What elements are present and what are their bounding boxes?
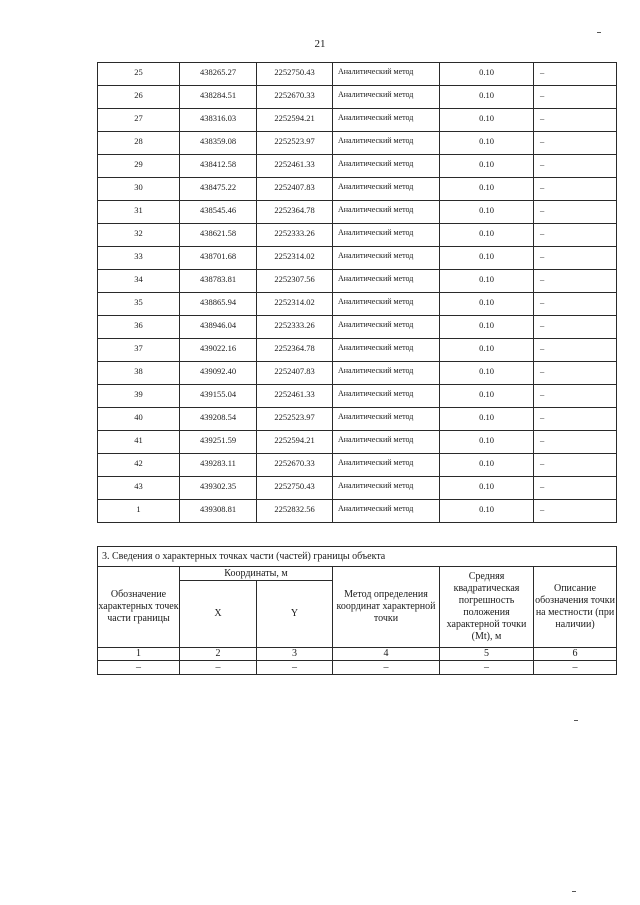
description-cell: – bbox=[534, 270, 617, 293]
mt-cell: 0.10 bbox=[440, 224, 534, 247]
point-number-cell: 29 bbox=[98, 155, 180, 178]
mt-cell: 0.10 bbox=[440, 408, 534, 431]
description-cell: – bbox=[534, 86, 617, 109]
table-row bbox=[98, 155, 617, 178]
y-coordinate-cell: 2252407.83 bbox=[257, 362, 333, 385]
point-number-cell: 42 bbox=[98, 454, 180, 477]
x-coordinate-cell: 438265.27 bbox=[180, 63, 257, 86]
table-row bbox=[98, 86, 617, 109]
table-row bbox=[98, 431, 617, 454]
method-cell: Аналитический метод bbox=[333, 63, 440, 86]
method-cell: Аналитический метод bbox=[333, 500, 440, 523]
table-row bbox=[98, 477, 617, 500]
point-number-cell: 38 bbox=[98, 362, 180, 385]
column-number-3: 3 bbox=[257, 648, 333, 661]
empty-cell-2: – bbox=[180, 661, 257, 675]
empty-cell-3: – bbox=[257, 661, 333, 675]
description-cell: – bbox=[534, 500, 617, 523]
mt-cell: 0.10 bbox=[440, 155, 534, 178]
x-coordinate-cell: 439302.35 bbox=[180, 477, 257, 500]
mt-cell: 0.10 bbox=[440, 316, 534, 339]
description-cell: – bbox=[534, 63, 617, 86]
empty-cell-1: – bbox=[98, 661, 180, 675]
y-coordinate-cell: 2252750.43 bbox=[257, 63, 333, 86]
x-coordinate-cell: 439208.54 bbox=[180, 408, 257, 431]
y-coordinate-cell: 2252407.83 bbox=[257, 178, 333, 201]
y-coordinate-cell: 2252594.21 bbox=[257, 431, 333, 454]
description-cell: – bbox=[534, 477, 617, 500]
description-cell: – bbox=[534, 339, 617, 362]
x-coordinate-cell: 439283.11 bbox=[180, 454, 257, 477]
y-coordinate-cell: 2252523.97 bbox=[257, 408, 333, 431]
y-coordinate-cell: 2252333.26 bbox=[257, 316, 333, 339]
y-coordinate-cell: 2252364.78 bbox=[257, 201, 333, 224]
column-number-6: 6 bbox=[534, 648, 617, 661]
y-coordinate-cell: 2252461.33 bbox=[257, 385, 333, 408]
table-row bbox=[98, 293, 617, 316]
mt-cell: 0.10 bbox=[440, 339, 534, 362]
table-row bbox=[98, 500, 617, 523]
method-cell: Аналитический метод bbox=[333, 362, 440, 385]
mt-cell: 0.10 bbox=[440, 270, 534, 293]
method-cell: Аналитический метод bbox=[333, 224, 440, 247]
description-cell: – bbox=[534, 316, 617, 339]
y-coordinate-cell: 2252314.02 bbox=[257, 293, 333, 316]
description-cell: – bbox=[534, 132, 617, 155]
point-number-cell: 34 bbox=[98, 270, 180, 293]
table-row bbox=[98, 385, 617, 408]
point-number-cell: 39 bbox=[98, 385, 180, 408]
y-coordinate-cell: 2252670.33 bbox=[257, 454, 333, 477]
point-number-cell: 37 bbox=[98, 339, 180, 362]
y-coordinate-cell: 2252461.33 bbox=[257, 155, 333, 178]
point-number-cell: 30 bbox=[98, 178, 180, 201]
header-x: X bbox=[180, 581, 257, 648]
description-cell: – bbox=[534, 362, 617, 385]
page-number: 21 bbox=[314, 38, 326, 50]
point-number-cell: 35 bbox=[98, 293, 180, 316]
point-number-cell: 27 bbox=[98, 109, 180, 132]
y-coordinate-cell: 2252523.97 bbox=[257, 132, 333, 155]
y-coordinate-cell: 2252750.43 bbox=[257, 477, 333, 500]
section-3-table bbox=[97, 546, 617, 675]
description-cell: – bbox=[534, 247, 617, 270]
method-cell: Аналитический метод bbox=[333, 155, 440, 178]
mt-cell: 0.10 bbox=[440, 109, 534, 132]
table-row bbox=[98, 201, 617, 224]
mt-cell: 0.10 bbox=[440, 500, 534, 523]
coordinates-table bbox=[97, 62, 617, 523]
y-coordinate-cell: 2252333.26 bbox=[257, 224, 333, 247]
method-cell: Аналитический метод bbox=[333, 201, 440, 224]
method-cell: Аналитический метод bbox=[333, 178, 440, 201]
point-number-cell: 33 bbox=[98, 247, 180, 270]
empty-cell-4: – bbox=[333, 661, 440, 675]
mt-cell: 0.10 bbox=[440, 385, 534, 408]
scan-mark bbox=[574, 720, 578, 721]
table-row bbox=[98, 224, 617, 247]
mt-cell: 0.10 bbox=[440, 63, 534, 86]
mt-cell: 0.10 bbox=[440, 454, 534, 477]
coordinates-table-body bbox=[98, 63, 617, 523]
description-cell: – bbox=[534, 109, 617, 132]
y-coordinate-cell: 2252594.21 bbox=[257, 109, 333, 132]
description-cell: – bbox=[534, 385, 617, 408]
point-number-cell: 36 bbox=[98, 316, 180, 339]
description-cell: – bbox=[534, 224, 617, 247]
method-cell: Аналитический метод bbox=[333, 132, 440, 155]
mt-cell: 0.10 bbox=[440, 293, 534, 316]
table-row bbox=[98, 408, 617, 431]
header-y: Y bbox=[257, 581, 333, 648]
point-number-cell: 31 bbox=[98, 201, 180, 224]
x-coordinate-cell: 438946.04 bbox=[180, 316, 257, 339]
empty-cell-5: – bbox=[440, 661, 534, 675]
mt-cell: 0.10 bbox=[440, 431, 534, 454]
mt-cell: 0.10 bbox=[440, 178, 534, 201]
mt-cell: 0.10 bbox=[440, 86, 534, 109]
y-coordinate-cell: 2252364.78 bbox=[257, 339, 333, 362]
x-coordinate-cell: 439022.16 bbox=[180, 339, 257, 362]
table-row bbox=[98, 132, 617, 155]
scan-mark bbox=[597, 32, 601, 33]
x-coordinate-cell: 438701.68 bbox=[180, 247, 257, 270]
point-number-cell: 32 bbox=[98, 224, 180, 247]
x-coordinate-cell: 438545.46 bbox=[180, 201, 257, 224]
mt-cell: 0.10 bbox=[440, 247, 534, 270]
point-number-cell: 41 bbox=[98, 431, 180, 454]
column-number-1: 1 bbox=[98, 648, 180, 661]
mt-cell: 0.10 bbox=[440, 132, 534, 155]
method-cell: Аналитический метод bbox=[333, 86, 440, 109]
x-coordinate-cell: 438621.58 bbox=[180, 224, 257, 247]
point-number-cell: 28 bbox=[98, 132, 180, 155]
header-mt: Средняя квадратическая погрешность положения характерной точки (Mt), м bbox=[440, 567, 534, 648]
description-cell: – bbox=[534, 155, 617, 178]
table-row bbox=[98, 316, 617, 339]
column-number-5: 5 bbox=[440, 648, 534, 661]
method-cell: Аналитический метод bbox=[333, 477, 440, 500]
table-row bbox=[98, 109, 617, 132]
x-coordinate-cell: 439308.81 bbox=[180, 500, 257, 523]
method-cell: Аналитический метод bbox=[333, 454, 440, 477]
method-cell: Аналитический метод bbox=[333, 408, 440, 431]
empty-cell-6: – bbox=[534, 661, 617, 675]
header-method: Метод определения координат характерной точки bbox=[333, 567, 440, 648]
x-coordinate-cell: 438284.51 bbox=[180, 86, 257, 109]
point-number-cell: 26 bbox=[98, 86, 180, 109]
table-row bbox=[98, 339, 617, 362]
header-designation: Обозначение характерных точек части границы bbox=[98, 567, 180, 648]
x-coordinate-cell: 438359.08 bbox=[180, 132, 257, 155]
y-coordinate-cell: 2252670.33 bbox=[257, 86, 333, 109]
description-cell: – bbox=[534, 408, 617, 431]
y-coordinate-cell: 2252307.56 bbox=[257, 270, 333, 293]
method-cell: Аналитический метод bbox=[333, 270, 440, 293]
mt-cell: 0.10 bbox=[440, 201, 534, 224]
x-coordinate-cell: 438475.22 bbox=[180, 178, 257, 201]
point-number-cell: 43 bbox=[98, 477, 180, 500]
mt-cell: 0.10 bbox=[440, 477, 534, 500]
method-cell: Аналитический метод bbox=[333, 316, 440, 339]
table-row bbox=[98, 63, 617, 86]
header-description: Описание обозначения точки на местности (при наличии) bbox=[534, 567, 617, 648]
scan-mark bbox=[572, 891, 576, 892]
method-cell: Аналитический метод bbox=[333, 293, 440, 316]
method-cell: Аналитический метод bbox=[333, 385, 440, 408]
point-number-cell: 25 bbox=[98, 63, 180, 86]
table-row bbox=[98, 247, 617, 270]
method-cell: Аналитический метод bbox=[333, 339, 440, 362]
description-cell: – bbox=[534, 201, 617, 224]
point-number-cell: 40 bbox=[98, 408, 180, 431]
x-coordinate-cell: 439251.59 bbox=[180, 431, 257, 454]
column-number-2: 2 bbox=[180, 648, 257, 661]
x-coordinate-cell: 439092.40 bbox=[180, 362, 257, 385]
method-cell: Аналитический метод bbox=[333, 109, 440, 132]
x-coordinate-cell: 439155.04 bbox=[180, 385, 257, 408]
method-cell: Аналитический метод bbox=[333, 431, 440, 454]
table-row bbox=[98, 178, 617, 201]
table-row bbox=[98, 454, 617, 477]
x-coordinate-cell: 438412.58 bbox=[180, 155, 257, 178]
method-cell: Аналитический метод bbox=[333, 247, 440, 270]
section-3-title: 3. Сведения о характерных точках части (частей) границы объекта bbox=[98, 547, 617, 567]
description-cell: – bbox=[534, 178, 617, 201]
table-row bbox=[98, 362, 617, 385]
x-coordinate-cell: 438316.03 bbox=[180, 109, 257, 132]
header-coordinates: Координаты, м bbox=[180, 567, 333, 581]
mt-cell: 0.10 bbox=[440, 362, 534, 385]
description-cell: – bbox=[534, 293, 617, 316]
x-coordinate-cell: 438865.94 bbox=[180, 293, 257, 316]
y-coordinate-cell: 2252314.02 bbox=[257, 247, 333, 270]
point-number-cell: 1 bbox=[98, 500, 180, 523]
description-cell: – bbox=[534, 431, 617, 454]
description-cell: – bbox=[534, 454, 617, 477]
y-coordinate-cell: 2252832.56 bbox=[257, 500, 333, 523]
x-coordinate-cell: 438783.81 bbox=[180, 270, 257, 293]
column-number-4: 4 bbox=[333, 648, 440, 661]
table-row bbox=[98, 270, 617, 293]
